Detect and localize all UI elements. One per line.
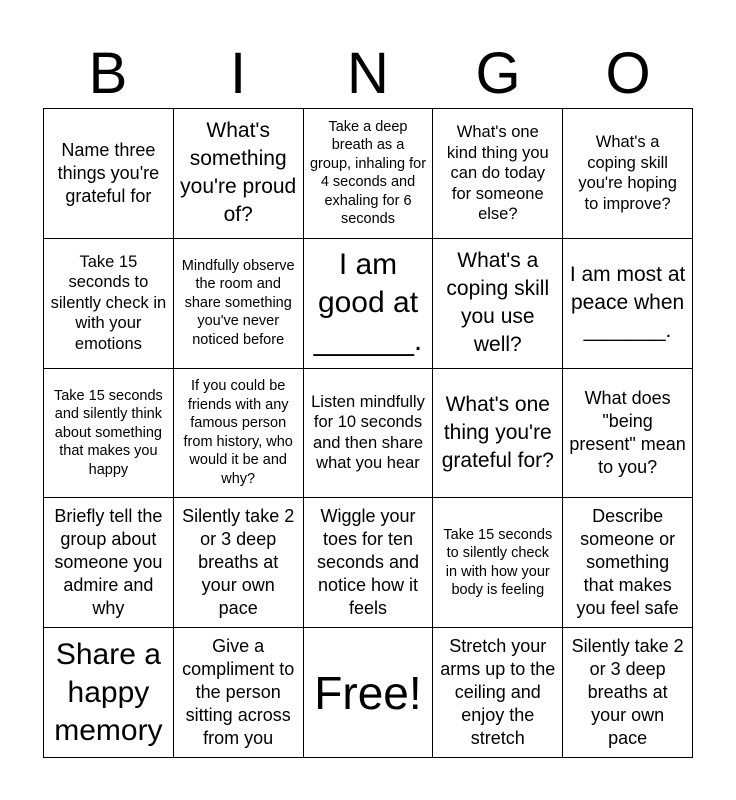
bingo-cell-text: What's a coping skill you're hoping to improve? — [578, 133, 677, 213]
bingo-cell[interactable] — [563, 369, 693, 499]
header-letter-n: N — [347, 41, 389, 106]
bingo-cell-text: Mindfully observe the room and share something you've never noticed before — [181, 257, 295, 348]
bingo-cell[interactable] — [44, 628, 174, 758]
bingo-cell-text: What does "being present" mean to you? — [569, 387, 686, 477]
bingo-cell-text: Describe someone or something that makes you feel safe — [576, 506, 679, 619]
free-space-cell[interactable] — [304, 369, 434, 499]
bingo-cell-text: What's something you're proud of? — [180, 119, 297, 227]
header-letter-g: G — [475, 41, 521, 106]
bingo-cell-text: Free! — [314, 666, 422, 719]
bingo-cell[interactable] — [174, 239, 304, 369]
bingo-cell-text: Silently take 2 or 3 deep breaths at your own pace — [571, 636, 684, 749]
bingo-cell[interactable] — [304, 109, 434, 239]
bingo-cell[interactable] — [174, 498, 304, 628]
bingo-cell-text: Give a compliment to the person sitting across from you — [182, 636, 295, 749]
bingo-cell[interactable] — [44, 109, 174, 239]
header-letter-b: B — [88, 41, 128, 106]
bingo-cell-text: Name three things you're grateful for — [57, 139, 160, 206]
bingo-cell[interactable] — [174, 628, 304, 758]
bingo-cell-text: Take a deep breath as a group, inhaling for 4 seconds and exhaling for 6 seconds — [309, 118, 427, 228]
bingo-cell[interactable] — [44, 239, 174, 369]
bingo-cell-text: If you could be friends with any famous person from history, who would it be and why? — [183, 378, 293, 487]
bingo-cell[interactable] — [433, 239, 563, 369]
bingo-cell[interactable] — [563, 628, 693, 758]
bingo-cell-text: Take 15 seconds to silently check in with how your body is feeling — [443, 526, 553, 599]
bingo-cell[interactable] — [563, 498, 693, 628]
bingo-cell-text: Stretch your arms up to the ceiling and enjoy the stretch — [440, 636, 556, 749]
bingo-cell-text: Silently take 2 or 3 deep breaths at your own pace — [182, 506, 295, 619]
bingo-cell-text: I am good at ______. — [313, 248, 423, 358]
bingo-header — [43, 40, 693, 108]
bingo-cell-text: Listen mindfully for 10 seconds and then share what you hear — [311, 392, 425, 473]
bingo-cell[interactable] — [433, 628, 563, 758]
bingo-cell[interactable] — [304, 239, 434, 369]
bingo-cell[interactable] — [174, 369, 304, 499]
bingo-cell-text: Share a happy memory — [54, 637, 163, 747]
header-letter-i: I — [229, 41, 247, 106]
bingo-cell-text: Wiggle your toes for ten seconds and notice how it feels — [316, 506, 420, 619]
bingo-cell[interactable] — [174, 109, 304, 239]
bingo-card-grid — [43, 108, 693, 758]
bingo-cell[interactable] — [563, 239, 693, 369]
bingo-cell-text: Briefly tell the group about someone you admire and why — [54, 506, 163, 619]
bingo-cell-text: I am most at peace when _______. — [569, 263, 686, 343]
bingo-cell[interactable] — [44, 498, 174, 628]
bingo-cell[interactable] — [304, 498, 434, 628]
bingo-cell-text: Take 15 seconds to silently check in with your emotions — [50, 252, 167, 353]
bingo-cell-text: Take 15 seconds and silently think about something that makes you happy — [53, 387, 163, 478]
bingo-cell-text: What's one kind thing you can do today for someone else? — [446, 123, 549, 224]
bingo-cell-text: What's a coping skill you use well? — [446, 249, 550, 357]
bingo-cell[interactable] — [44, 369, 174, 499]
header-letter-o: O — [605, 41, 651, 106]
bingo-cell[interactable] — [433, 498, 563, 628]
bingo-cell-text: What's one thing you're grateful for? — [441, 392, 554, 472]
bingo-cell[interactable] — [433, 109, 563, 239]
bingo-cell[interactable] — [304, 628, 434, 758]
bingo-cell[interactable] — [563, 109, 693, 239]
bingo-cell[interactable] — [433, 369, 563, 499]
